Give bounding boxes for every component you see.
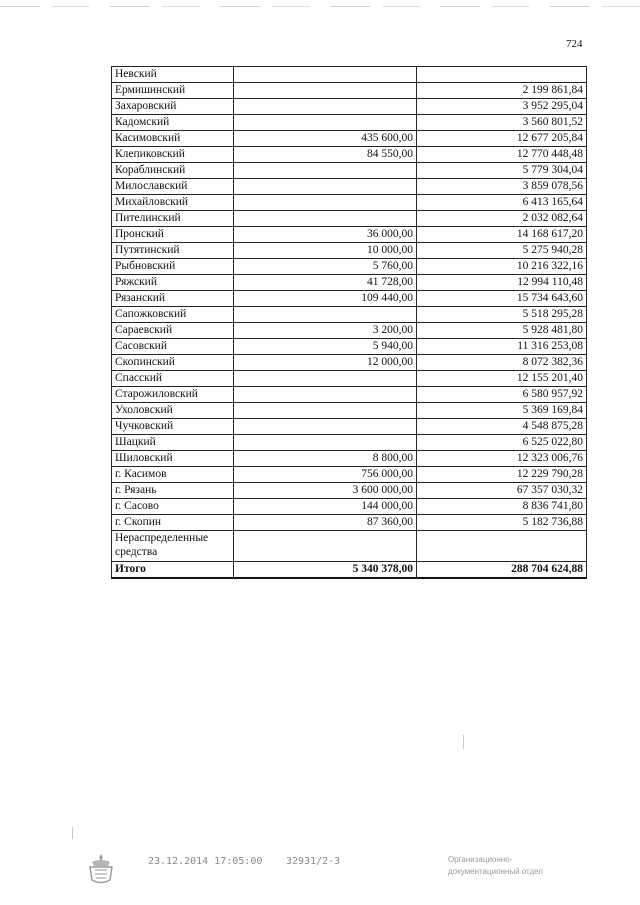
amount-cell-column-3: 12 677 205,84: [417, 131, 587, 147]
region-name-cell: г. Скопин: [112, 515, 234, 531]
region-name-cell: Итого: [112, 562, 234, 579]
table-row: [112, 531, 587, 562]
table-row: [112, 451, 587, 467]
table-row: [112, 195, 587, 211]
amount-cell-column-3: 3 859 078,56: [417, 179, 587, 195]
region-name-cell: Пронский: [112, 227, 234, 243]
amount-cell-column-3: 5 275 940,28: [417, 243, 587, 259]
region-name-cell: Михайловский: [112, 195, 234, 211]
region-name-cell: Кораблинский: [112, 163, 234, 179]
table-row: [112, 227, 587, 243]
amount-cell-column-2: 8 800,00: [234, 451, 417, 467]
budget-table: [111, 66, 587, 579]
table-row: [112, 387, 587, 403]
amount-cell-column-2: [234, 163, 417, 179]
amount-cell-column-3: 11 316 253,08: [417, 339, 587, 355]
region-name-cell: Рязанский: [112, 291, 234, 307]
amount-cell-column-3: 12 770 448,48: [417, 147, 587, 163]
budget-table-body: [112, 67, 587, 579]
table-row: [112, 515, 587, 531]
region-name-cell: Шацкий: [112, 435, 234, 451]
table-row: [112, 483, 587, 499]
region-name-cell: Милославский: [112, 179, 234, 195]
amount-cell-column-3: 14 168 617,20: [417, 227, 587, 243]
table-row: [112, 435, 587, 451]
footer-stamp-line2: документационный отдел: [448, 867, 543, 876]
table-row: [112, 291, 587, 307]
amount-cell-column-3: 6 580 957,92: [417, 387, 587, 403]
region-name-cell: Пителинский: [112, 211, 234, 227]
table-row: [112, 419, 587, 435]
region-name-cell: Скопинский: [112, 355, 234, 371]
table-row: [112, 243, 587, 259]
table-row: [112, 115, 587, 131]
region-name-cell: Невский: [112, 67, 234, 83]
table-row: [112, 147, 587, 163]
table-row: [112, 467, 587, 483]
amount-cell-column-3: 15 734 643,60: [417, 291, 587, 307]
amount-cell-column-3: 4 548 875,28: [417, 419, 587, 435]
table-row: [112, 307, 587, 323]
amount-cell-column-2: [234, 179, 417, 195]
amount-cell-column-2: [234, 419, 417, 435]
table-row: [112, 275, 587, 291]
amount-cell-column-3: 8 072 382,36: [417, 355, 587, 371]
footer-document-id: 32931/2-3: [286, 856, 341, 867]
amount-cell-column-3: 6 413 165,64: [417, 195, 587, 211]
region-name-cell: Спасский: [112, 371, 234, 387]
scan-mark: [463, 735, 464, 749]
amount-cell-column-3: 6 525 022,80: [417, 435, 587, 451]
amount-cell-column-3: 12 323 006,76: [417, 451, 587, 467]
region-name-cell: Рыбновский: [112, 259, 234, 275]
region-name-cell: Сапожковский: [112, 307, 234, 323]
amount-cell-column-2: [234, 403, 417, 419]
amount-cell-column-2: 109 440,00: [234, 291, 417, 307]
region-name-cell: Путятинский: [112, 243, 234, 259]
region-name-cell: Шиловский: [112, 451, 234, 467]
amount-cell-column-2: 144 000,00: [234, 499, 417, 515]
amount-cell-column-3: 67 357 030,32: [417, 483, 587, 499]
amount-cell-column-2: 5 940,00: [234, 339, 417, 355]
table-row: [112, 371, 587, 387]
coat-of-arms-icon: [86, 852, 116, 886]
amount-cell-column-2: [234, 99, 417, 115]
amount-cell-column-2: [234, 435, 417, 451]
amount-cell-column-2: 756 000,00: [234, 467, 417, 483]
table-row: [112, 131, 587, 147]
amount-cell-column-2: 41 728,00: [234, 275, 417, 291]
amount-cell-column-2: [234, 115, 417, 131]
amount-cell-column-3: 2 199 861,84: [417, 83, 587, 99]
amount-cell-column-2: 5 340 378,00: [234, 562, 417, 579]
region-name-cell: Кадомский: [112, 115, 234, 131]
footer-datetime: 23.12.2014 17:05:00: [148, 856, 263, 867]
amount-cell-column-2: 36 000,00: [234, 227, 417, 243]
amount-cell-column-2: [234, 83, 417, 99]
amount-cell-column-2: 87 360,00: [234, 515, 417, 531]
scan-artifact-line: [0, 6, 640, 7]
table-row: [112, 499, 587, 515]
region-name-cell: Чучковский: [112, 419, 234, 435]
table-row: [112, 259, 587, 275]
amount-cell-column-2: 435 600,00: [234, 131, 417, 147]
amount-cell-column-2: 84 550,00: [234, 147, 417, 163]
page-number: 724: [566, 38, 583, 50]
amount-cell-column-3: 3 952 295,04: [417, 99, 587, 115]
amount-cell-column-2: [234, 67, 417, 83]
table-row: [112, 163, 587, 179]
region-name-cell: Сараевский: [112, 323, 234, 339]
region-name-cell: Ряжский: [112, 275, 234, 291]
table-row: [112, 99, 587, 115]
region-name-cell: Клепиковский: [112, 147, 234, 163]
amount-cell-column-2: 5 760,00: [234, 259, 417, 275]
region-name-cell: Ухоловский: [112, 403, 234, 419]
region-name-cell: г. Сасово: [112, 499, 234, 515]
table-row: [112, 323, 587, 339]
region-name-cell: Сасовский: [112, 339, 234, 355]
table-row: [112, 179, 587, 195]
footer-stamp-line1: Организационно-: [448, 855, 513, 864]
region-name-cell: г. Касимов: [112, 467, 234, 483]
amount-cell-column-3: 5 779 304,04: [417, 163, 587, 179]
amount-cell-column-3: 2 032 082,64: [417, 211, 587, 227]
amount-cell-column-3: 5 182 736,88: [417, 515, 587, 531]
table-row: [112, 211, 587, 227]
region-name-cell: г. Рязань: [112, 483, 234, 499]
amount-cell-column-3: 12 155 201,40: [417, 371, 587, 387]
amount-cell-column-2: [234, 371, 417, 387]
amount-cell-column-2: 10 000,00: [234, 243, 417, 259]
amount-cell-column-2: 3 600 000,00: [234, 483, 417, 499]
region-name-cell: Старожиловский: [112, 387, 234, 403]
region-name-cell: Касимовский: [112, 131, 234, 147]
table-row: [112, 403, 587, 419]
amount-cell-column-3: 12 994 110,48: [417, 275, 587, 291]
table-row: [112, 67, 587, 83]
amount-cell-column-3: 10 216 322,16: [417, 259, 587, 275]
amount-cell-column-2: [234, 531, 417, 562]
amount-cell-column-3: [417, 531, 587, 562]
region-name-cell: Ермишинский: [112, 83, 234, 99]
amount-cell-column-2: [234, 211, 417, 227]
amount-cell-column-2: 12 000,00: [234, 355, 417, 371]
table-row: [112, 83, 587, 99]
amount-cell-column-3: 5 369 169,84: [417, 403, 587, 419]
amount-cell-column-2: [234, 387, 417, 403]
amount-cell-column-3: 12 229 790,28: [417, 467, 587, 483]
table-row: [112, 339, 587, 355]
amount-cell-column-3: 3 560 801,52: [417, 115, 587, 131]
amount-cell-column-3: 288 704 624,88: [417, 562, 587, 579]
table-row: [112, 355, 587, 371]
amount-cell-column-3: 5 928 481,80: [417, 323, 587, 339]
amount-cell-column-3: [417, 67, 587, 83]
region-name-cell: Захаровский: [112, 99, 234, 115]
scan-mark: [72, 827, 73, 839]
amount-cell-column-2: [234, 307, 417, 323]
amount-cell-column-3: 5 518 295,28: [417, 307, 587, 323]
amount-cell-column-2: [234, 195, 417, 211]
amount-cell-column-3: 8 836 741,80: [417, 499, 587, 515]
total-row: [112, 562, 587, 579]
region-name-cell: Нераспределенные средства: [112, 531, 234, 562]
amount-cell-column-2: 3 200,00: [234, 323, 417, 339]
